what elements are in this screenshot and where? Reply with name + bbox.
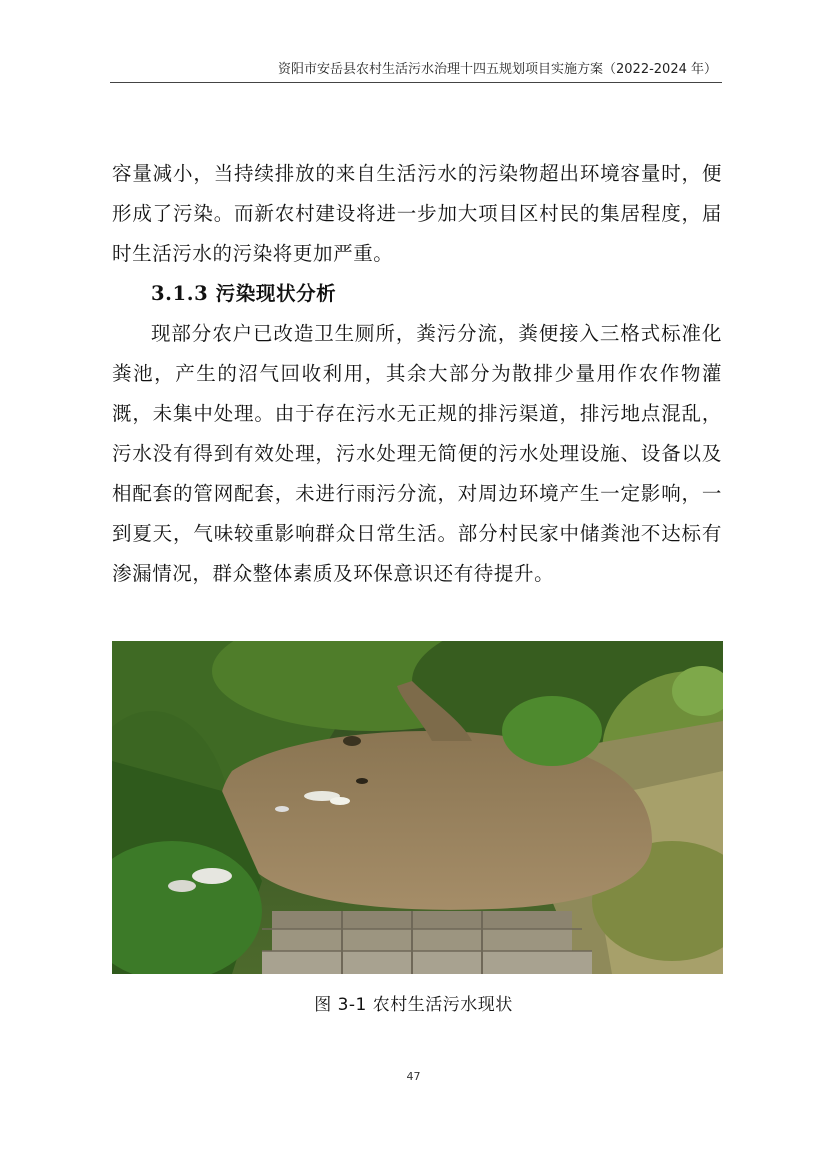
header-rule [110,82,722,83]
paragraph-continued: 容量减小，当持续排放的来自生活污水的污染物超出环境容量时，便形成了污染。而新农村建设将进一步加大项目区村民的集居程度，届时生活污水的污染将更加严重。 [112,162,722,265]
page-number: 47 [406,1070,421,1083]
running-header: 资阳市安岳县农村生活污水治理十四五规划项目实施方案（2022-2024 年） [278,62,717,77]
body-text [112,154,722,594]
paragraph-pollution-status: 现部分农户已改造卫生厕所，粪污分流，粪便接入三格式标准化粪池，产生的沼气回收利用，其余大部分为散排少量用作农作物灌溉，未集中处理。由于存在污水无正规的排污渠道，排污地点混乱，污水没有得到有效处理，污水处理无简便的污水处理设施、设备以及相配套的管网配套，未进行雨污分流，对周边环境产生一定影响，一到夏天，气味较重影响群众日常生活。部分村民家中储粪池不达标有渗漏情况，群众整体素质及环保意识还有待提升。 [112,322,722,585]
section-heading: 3.1.3 污染现状分析 [151,282,337,305]
figure-caption: 图 3-1 农村生活污水现状 [314,995,513,1015]
figure-photo-sewage-pond [112,641,723,974]
